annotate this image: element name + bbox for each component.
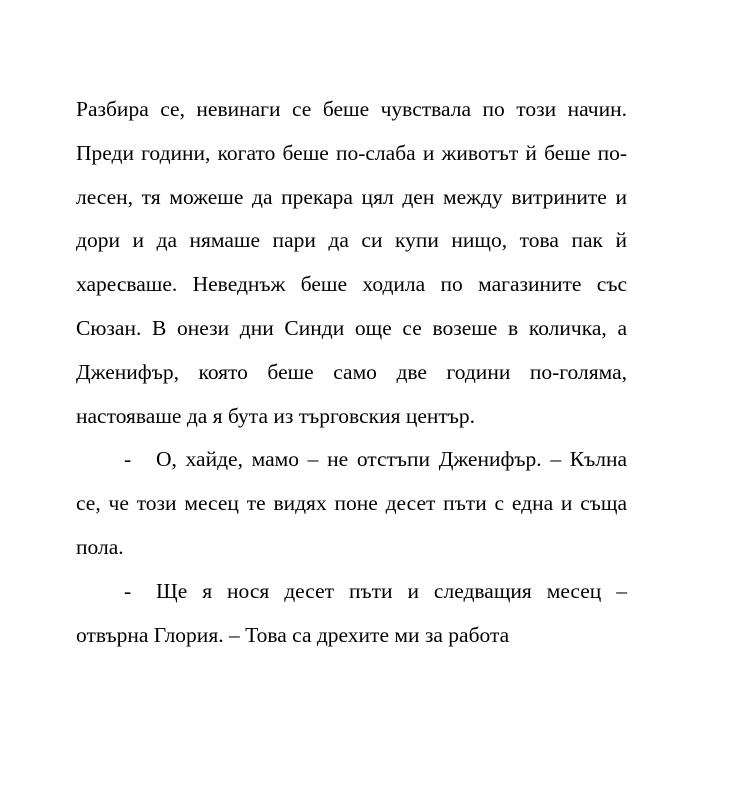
dialogue-dash: - [124,578,132,603]
text-body [76,88,627,657]
narrative-paragraph: Разбира се, невинаги се беше чувствала по този начин. Преди години, когато беше по-слаба и животът й беше по-лесен, тя можеше да прекара цял ден между витрините и дори и да нямаше пари да си купи нищо, това пак й харесваше. Неведнъж беше ходила по магазините със Сюзан. В онези дни Синди още се возеше в количка, а Дженифър, която беше само две години по-голяма, настояваше да я бута из търговския център. [76,97,627,428]
dialogue-line-2 [76,570,627,658]
dialogue-line-1 [76,438,627,569]
dialogue-text: О, хайде, мамо – не отстъпи Дженифър. – Кълна се, че този месец те видях поне десет пъти с една и съща пола. [76,447,627,559]
dialogue-dash: - [124,447,132,472]
dialogue-text: Ще я нося десет пъти и следващия месец – отвърна Глория. – Това са дрехите ми за работа [76,578,627,647]
